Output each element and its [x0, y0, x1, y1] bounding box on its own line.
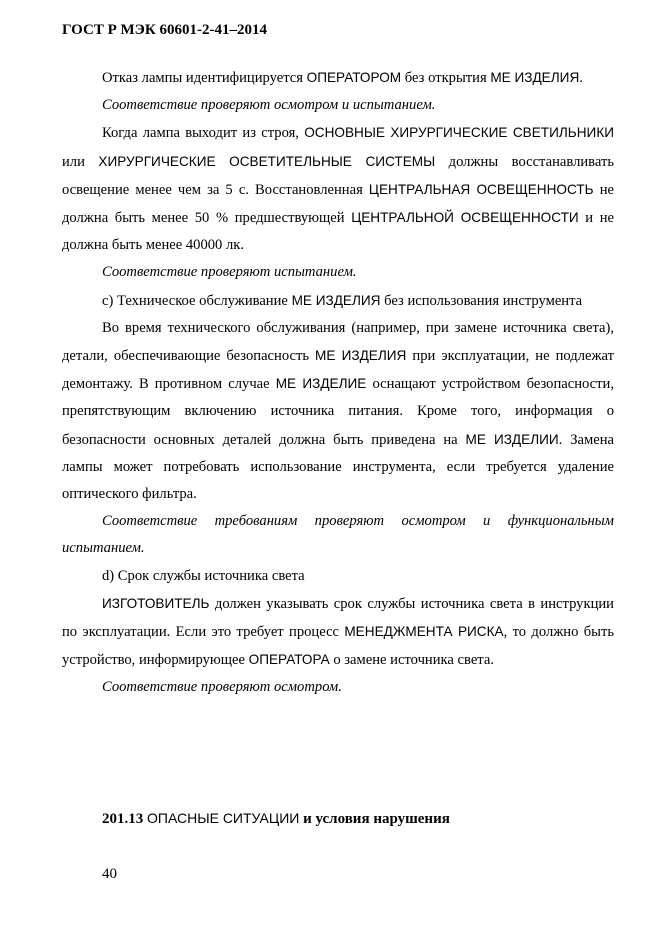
paragraph-maintenance: [62, 315, 614, 508]
paragraph-restore-illumination: [62, 119, 614, 259]
term-main-surgical-lights: ОСНОВНЫЕ ХИРУРГИЧЕСКИЕ СВЕТИЛЬНИКИ: [304, 125, 615, 141]
term-hazardous-situations: ОПАСНЫЕ СИТУАЦИИ: [147, 810, 300, 826]
page-number: 40: [102, 866, 117, 882]
section-number: 201.13: [102, 811, 147, 827]
item-c-heading: [62, 287, 614, 315]
text-run: о замене источника света.: [329, 652, 494, 669]
text-run: без открытия: [401, 70, 491, 86]
text-run: должны восстанавливать освещение менее чем за 5 с. Восстановленная: [62, 153, 614, 198]
section-heading: [102, 810, 450, 828]
term-surgical-lighting-systems: ХИРУРГИЧЕСКИЕ ОСВЕТИТЕЛЬНЫЕ СИСТЕМЫ: [98, 153, 436, 169]
term-me-device: МЕ ИЗДЕЛИЯ: [490, 70, 580, 85]
document-header: ГОСТ Р МЭК 60601-2-41–2014: [62, 22, 267, 38]
section-title-rest: и условия нарушения: [299, 811, 450, 827]
document-body: [62, 64, 614, 702]
paragraph-lamp-lifetime: [62, 590, 614, 675]
text-run: Когда лампа выходит из строя,: [102, 125, 305, 142]
text-run: . Замена лампы может потребовать использование инструмента, если требуется удаление оптического фильтра.: [62, 431, 614, 503]
term-central-illuminance: ЦЕНТРАЛЬНАЯ ОСВЕЩЕННОСТЬ: [368, 181, 594, 197]
term-risk-management: МЕНЕДЖМЕНТА РИСКА: [344, 624, 504, 640]
term-operator: ОПЕРАТОРОМ: [306, 70, 402, 85]
text-run: , то должно быть устройство, информирующее: [62, 624, 615, 669]
text-run: оснащают устройством безопасности, препятствующим включению источника питания. Кроме того, информация о безопасности основных деталей должна быть приведена на: [62, 376, 614, 448]
term-me-device: МЕ ИЗДЕЛИЯ: [315, 348, 407, 364]
compliance-note-2: Соответствие проверяют испытанием.: [102, 264, 357, 281]
compliance-note-4: Соответствие проверяют осмотром.: [102, 679, 342, 696]
text-run: и не должна быть менее 40000 лк.: [62, 210, 614, 254]
term-central-illuminance-gen: ЦЕНТРАЛЬНОЙ ОСВЕЩЕННОСТИ: [351, 210, 579, 226]
term-manufacturer: ИЗГОТОВИТЕЛЬ: [102, 595, 210, 611]
text-run: с) Техническое обслуживание: [102, 292, 292, 309]
text-run: Во время технического обслуживания (например, при замене источника света), детали, обеспечивающие безопасность: [62, 319, 614, 365]
compliance-note-3: Соответствие требованиям проверяют осмотром и функциональным испытанием.: [62, 513, 614, 557]
text-run: не должна быть менее 50 % предшествующей: [62, 181, 615, 227]
term-me-device: МЕ ИЗДЕЛИЕ: [275, 376, 367, 392]
text-run: должен указывать срок службы источника света в инструкции по эксплуатации. Если это требует процесс: [62, 595, 614, 641]
item-d-heading: d) Срок службы источника света: [102, 567, 305, 584]
text-run: Отказ лампы идентифицируется: [102, 70, 307, 86]
term-me-device: МЕ ИЗДЕЛИЯ: [291, 292, 381, 308]
text-run: .: [579, 70, 583, 86]
text-run: или: [62, 153, 99, 170]
text-run: без использования инструмента: [380, 292, 583, 309]
compliance-note-1: Соответствие проверяют осмотром и испытанием.: [102, 97, 436, 114]
paragraph-lamp-failure: [62, 64, 614, 92]
term-operator: ОПЕРАТОРА: [248, 652, 330, 668]
text-run: при эксплуатации, не подлежат демонтажу. В противном случае: [62, 348, 615, 393]
term-me-device: МЕ ИЗДЕЛИИ: [465, 431, 559, 447]
